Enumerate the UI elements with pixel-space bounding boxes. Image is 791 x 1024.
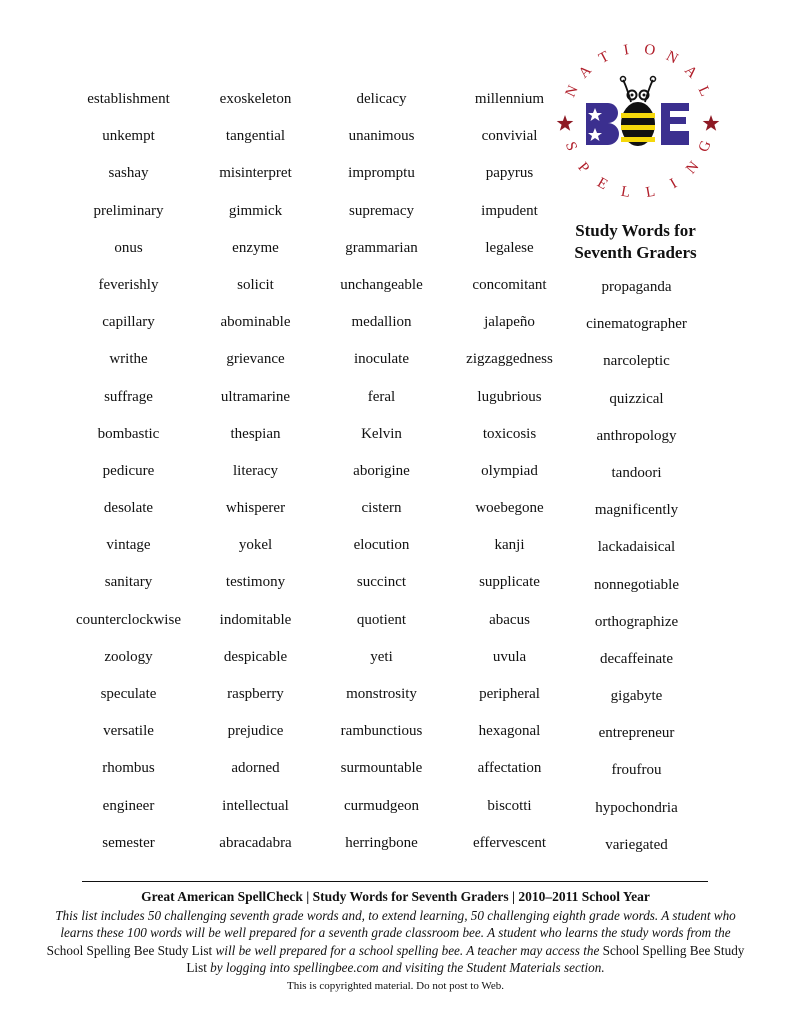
page-title [553,220,718,264]
footer-text-2: will be well prepared for a school spelling bee. A teacher may access the [212,942,603,958]
study-word: quotient [356,611,407,628]
logo-ring-letter: N [562,83,582,100]
study-word: counterclockwise [76,611,181,628]
word-column-3 [318,81,445,862]
study-word: kanji [494,537,525,554]
study-word: despicable [223,648,288,665]
footer-divider [82,881,708,882]
study-word: engineer [102,797,155,814]
logo-ring-letter: L [619,183,632,202]
study-word: rambunctious [340,723,423,740]
study-word: yeti [370,648,393,665]
logo-ring-letter: P [574,159,593,177]
logo-ring-letter: G [695,138,715,155]
word-column-5 [573,269,700,864]
study-word: impudent [481,202,538,219]
logo-ring-letter: S [561,139,580,154]
study-word: cistern [361,500,402,517]
study-word: surmountable [340,760,423,777]
study-word: decaffeinate [599,650,673,667]
study-word: vintage [106,537,151,554]
study-word: legalese [485,239,534,256]
study-word: entrepreneur [598,725,675,742]
logo-ring-letter: I [667,175,680,193]
study-word: effervescent [472,834,546,851]
study-word: Kelvin [361,425,402,442]
study-word: millennium [474,91,545,107]
study-word: misinterpret [219,165,292,182]
title-line-2: Seventh Graders [574,243,697,262]
study-word: whisperer [225,500,286,517]
study-word: tangential [225,128,286,145]
study-word: olympiad [481,462,538,479]
study-word: hypochondria [595,799,678,816]
study-word: peripheral [479,686,540,702]
bee-wordmark [586,77,689,147]
logo-ring-letter: N [663,48,681,68]
study-word: gigabyte [610,688,663,705]
copyright-notice: This is copyrighted material. Do not post to Web. [286,980,505,992]
study-list-title-2: School Spelling Bee Study List [186,942,745,976]
study-word: abracadabra [219,834,292,851]
study-word: affectation [477,760,542,777]
word-column-1 [65,81,192,862]
study-word: raspberry [227,686,284,702]
study-word: yokel [238,537,273,554]
study-word: propaganda [601,279,672,295]
study-word: adorned [231,760,280,777]
study-word: elocution [353,537,410,554]
study-word: convivial [481,128,538,145]
logo-ring-letter: O [643,41,657,60]
study-word: froufrou [611,762,662,779]
study-word: supremacy [349,202,414,219]
study-word: orthographize [594,613,679,630]
study-word: thespian [230,425,281,442]
right-star-icon [703,115,720,131]
study-word: exoskeleton [219,91,292,107]
footer-text-1: This list includes 50 challenging seventh grade words and, to extend learning, 50 challenging eighth grade words. A student who learns these 100 words will be well prepared for a seventh grade classroom bee. A student who learns the study words from the [55,908,736,941]
footer-text-3: by logging into spellingbee.com and visiting the Student Materials section. [206,960,605,976]
study-word: writhe [109,351,148,368]
study-word: quizzical [609,390,664,407]
study-word: impromptu [348,165,415,182]
study-word: rhombus [102,760,155,777]
study-word: bombastic [97,425,160,442]
study-word: sanitary [104,574,153,591]
study-word: onus [114,239,143,256]
study-word: supplicate [479,574,540,591]
study-word: curmudgeon [344,797,419,814]
study-word: herringbone [345,834,418,851]
study-word: semester [102,834,155,851]
study-word: abominable [220,314,291,331]
study-word: indomitable [219,611,292,628]
study-list-title-1: School Spelling Bee Study List [46,942,213,958]
study-word: sashay [108,165,149,182]
study-word: prejudice [227,723,284,740]
study-word: inoculate [354,351,409,368]
study-word: enzyme [232,239,279,256]
logo-graphic [553,40,723,210]
study-word: testimony [225,574,286,591]
study-word: preliminary [93,202,164,219]
study-word: succinct [356,574,407,591]
study-word: variegated [605,836,668,853]
study-word: narcoleptic [603,353,670,370]
study-word: gimmick [228,202,283,219]
study-word: jalapeño [484,314,535,331]
study-word: lackadaisical [597,539,676,556]
study-word: concomitant [472,276,547,293]
study-word: nonnegotiable [594,576,679,593]
study-word: tandoori [611,464,662,481]
study-word: biscotti [487,797,532,814]
study-word: feral [367,388,396,405]
study-word: ultramarine [220,388,291,405]
study-word: zoology [104,648,153,665]
study-word: aborigine [353,462,410,479]
study-word: unkempt [102,128,155,145]
footer-description [45,907,746,977]
study-word: cinematographer [586,316,687,333]
study-word: establishment [87,91,170,107]
study-word: versatile [103,723,154,740]
logo-ring-letter: T [596,48,612,68]
study-word: intellectual [222,797,289,814]
study-word: grievance [226,351,285,368]
national-spelling-bee-logo [553,40,723,210]
study-word: lugubrious [477,388,542,405]
study-word: solicit [237,276,274,293]
study-word: feverishly [98,276,159,293]
left-star-icon [557,115,574,131]
study-word: magnificently [594,502,679,519]
word-column-2 [192,81,319,862]
study-word: delicacy [356,91,407,107]
study-word: zigzaggedness [466,351,553,368]
study-word: anthropology [596,427,677,444]
title-line-1: Study Words for [575,221,696,240]
study-word: hexagonal [478,723,541,740]
study-word: monstrosity [346,686,417,702]
logo-ring-letter: L [694,83,713,99]
study-word: suffrage [104,388,153,405]
logo-ring-letter: A [575,62,595,82]
logo-ring-letter: L [644,183,657,202]
footer-heading: Great American SpellCheck | Study Words for Seventh Graders | 2010–2011 School Year [141,889,650,904]
study-word: toxicosis [482,425,537,442]
study-word: uvula [492,648,527,665]
study-word: abacus [489,611,530,628]
study-word: unanimous [348,128,415,145]
logo-ring-letter: N [683,158,703,178]
study-word: unchangeable [340,276,423,293]
logo-ring-letter: A [681,62,701,82]
study-word: papyrus [485,165,534,182]
study-word: woebegone [475,500,544,517]
study-word: pedicure [102,462,155,479]
study-word: grammarian [345,239,418,256]
study-word: speculate [100,686,157,702]
logo-ring-letter: I [622,42,631,59]
study-word: literacy [233,462,278,479]
study-word: medallion [351,314,412,331]
logo-ring-letter: E [594,174,611,194]
study-word: desolate [103,500,154,517]
study-word: capillary [102,314,155,331]
